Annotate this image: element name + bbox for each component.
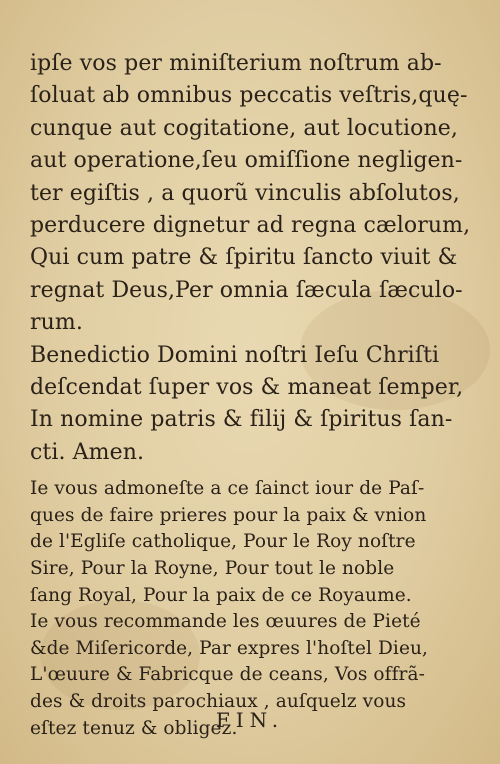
text-line: cunque aut cogitatione, aut locutione, — [30, 115, 458, 141]
page-text — [30, 48, 470, 742]
latin-paragraph — [30, 48, 470, 469]
text-line: rum. — [30, 310, 83, 336]
text-line: perducere dignetur ad regna cælorum, — [30, 213, 471, 239]
text-line: regnat Deus,Per omnia ſæcula ſæculo- — [30, 277, 463, 303]
text-line: ſoluat ab omnibus peccatis veſtris,quę- — [30, 83, 468, 109]
french-paragraph — [30, 476, 470, 742]
text-line: Benedictio Domini noſtri Ieſu Chriſti — [30, 342, 440, 368]
text-line: In nomine patris & filij & ſpiritus ſan- — [30, 407, 453, 433]
text-line: cti. Amen. — [30, 439, 145, 465]
text-line: des & droits parochiaux , auſquelz vous — [30, 691, 407, 713]
text-line: Sire, Pour la Royne, Pour tout le noble — [30, 558, 395, 580]
text-line: de l'Egliſe catholique, Pour le Roy noſtre — [30, 531, 416, 553]
text-line: ſang Royal, Pour la paix de ce Royaume. — [30, 584, 412, 606]
text-line: Ie vous admoneſte a ce ſainct iour de Paſ- — [30, 478, 425, 500]
text-line: ipſe vos per miniſterium noſtrum ab- — [30, 51, 442, 76]
end-mark: FIN. — [215, 708, 285, 732]
text-line: Qui cum patre & ſpiritu ſancto viuit & — [30, 245, 458, 271]
text-line: eſtez tenuz & obligez. — [30, 717, 238, 739]
text-line: ter egiſtis , a quorũ vinculis abſolutos, — [30, 180, 460, 206]
text-line: L'œuure & Fabricque de ceans, Vos offrã- — [30, 664, 425, 686]
text-line: aut operatione,ſeu omiſſione negligen- — [30, 148, 463, 174]
text-line: deſcendat ſuper vos & maneat ſemper, — [30, 375, 464, 401]
text-line: &de Miſericorde, Par expres l'hoſtel Dieu, — [30, 637, 428, 659]
text-line: ques de faire prieres pour la paix & vnion — [30, 504, 427, 526]
text-line: Ie vous recommande les œuures de Pieté — [30, 611, 421, 633]
